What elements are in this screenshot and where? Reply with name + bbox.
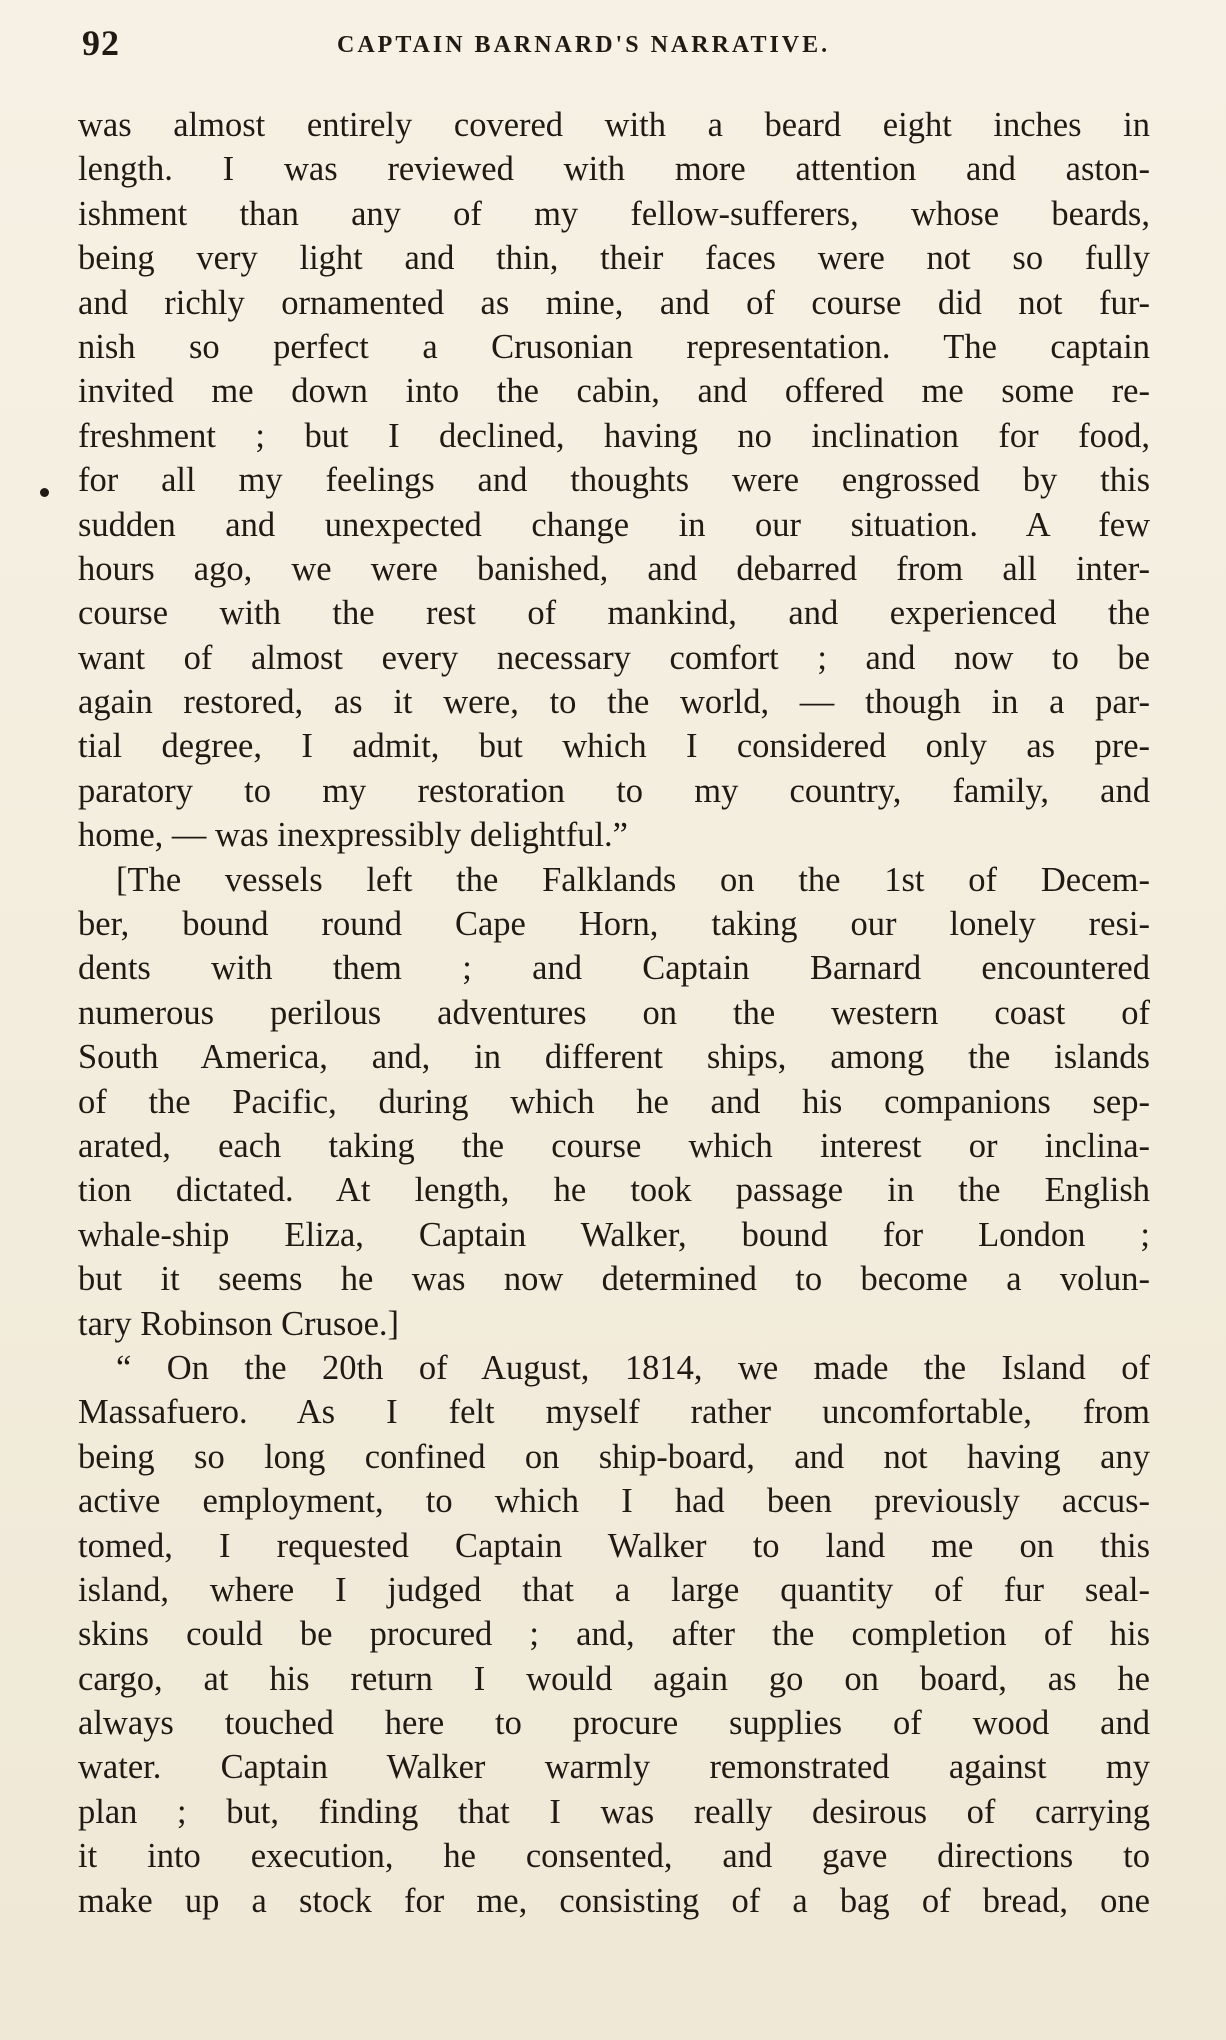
text-line: it into execution, he consented, and gave directions to xyxy=(78,1837,1150,1876)
text-line: being so long confined on ship-board, and not having any xyxy=(78,1437,1150,1476)
text-line: hours ago, we were banished, and debarred from all inter- xyxy=(78,549,1150,588)
text-line: again restored, as it were, to the world, — though in a par- xyxy=(78,683,1150,722)
text-line: of the Pacific, during which he and his companions sep- xyxy=(78,1082,1150,1121)
text-line: tary Robinson Crusoe.] xyxy=(78,1304,400,1343)
text-line: for all my feelings and thoughts were engrossed by this xyxy=(78,461,1150,500)
text-line: water. Captain Walker warmly remonstrated against my xyxy=(78,1748,1150,1787)
text-line: nish so perfect a Crusonian representation. The captain xyxy=(78,327,1150,366)
text-line: island, where I judged that a large quantity of fur seal- xyxy=(78,1570,1150,1609)
text-line: ber, bound round Cape Horn, taking our lonely resi- xyxy=(78,905,1150,944)
text-line: South America, and, in different ships, among the islands xyxy=(78,1038,1150,1077)
text-line: always touched here to procure supplies of wood and xyxy=(78,1704,1150,1743)
text-line: and richly ornamented as mine, and of course did not fur- xyxy=(78,283,1150,322)
text-line: want of almost every necessary comfort ; and now to be xyxy=(78,638,1150,677)
body-text xyxy=(78,103,1150,1923)
text-line: ishment than any of my fellow-sufferers, whose beards, xyxy=(78,194,1150,233)
text-line: plan ; but, finding that I was really desirous of carrying xyxy=(78,1792,1150,1831)
text-line: dents with them ; and Captain Barnard encountered xyxy=(78,949,1150,988)
text-line: home, — was inexpressibly delightful.” xyxy=(78,816,628,855)
text-line: tion dictated. At length, he took passage in the English xyxy=(78,1171,1150,1210)
margin-ink-dot xyxy=(40,488,49,497)
text-line: sudden and unexpected change in our situation. A few xyxy=(78,505,1150,544)
page-number: 92 xyxy=(82,23,120,63)
text-line: being very light and thin, their faces were not so fully xyxy=(78,239,1150,278)
text-line: paratory to my restoration to my country, family, and xyxy=(78,771,1150,810)
text-line: was almost entirely covered with a beard eight inches in xyxy=(78,106,1150,144)
text-line: tial degree, I admit, but which I considered only as pre- xyxy=(78,727,1150,766)
text-line: freshment ; but I declined, having no inclination for food, xyxy=(78,416,1150,455)
text-line: whale-ship Eliza, Captain Walker, bound for London ; xyxy=(78,1215,1150,1254)
text-line: arated, each taking the course which interest or inclina- xyxy=(78,1126,1150,1165)
text-line: length. I was reviewed with more attention and aston- xyxy=(78,150,1150,189)
text-line: [The vessels left the Falklands on the 1st of Decem- xyxy=(116,860,1150,899)
text-line: active employment, to which I had been previously accus- xyxy=(78,1482,1150,1521)
text-line: make up a stock for me, consisting of a bag of bread, one xyxy=(78,1881,1150,1920)
text-line: invited me down into the cabin, and offered me some re- xyxy=(78,372,1150,411)
text-line: numerous perilous adventures on the western coast of xyxy=(78,993,1150,1032)
page-header xyxy=(82,22,1152,72)
text-line: Massafuero. As I felt myself rather uncomfortable, from xyxy=(78,1393,1150,1432)
running-title: CAPTAIN BARNARD'S NARRATIVE. xyxy=(337,32,831,58)
text-line: course with the rest of mankind, and experienced the xyxy=(78,594,1150,633)
text-line: cargo, at his return I would again go on board, as he xyxy=(78,1659,1150,1698)
text-line: tomed, I requested Captain Walker to land me on this xyxy=(78,1526,1150,1565)
text-line: but it seems he was now determined to become a volun- xyxy=(78,1260,1150,1299)
text-line: “ On the 20th of August, 1814, we made the Island of xyxy=(116,1348,1150,1387)
text-line: skins could be procured ; and, after the completion of his xyxy=(78,1615,1150,1654)
